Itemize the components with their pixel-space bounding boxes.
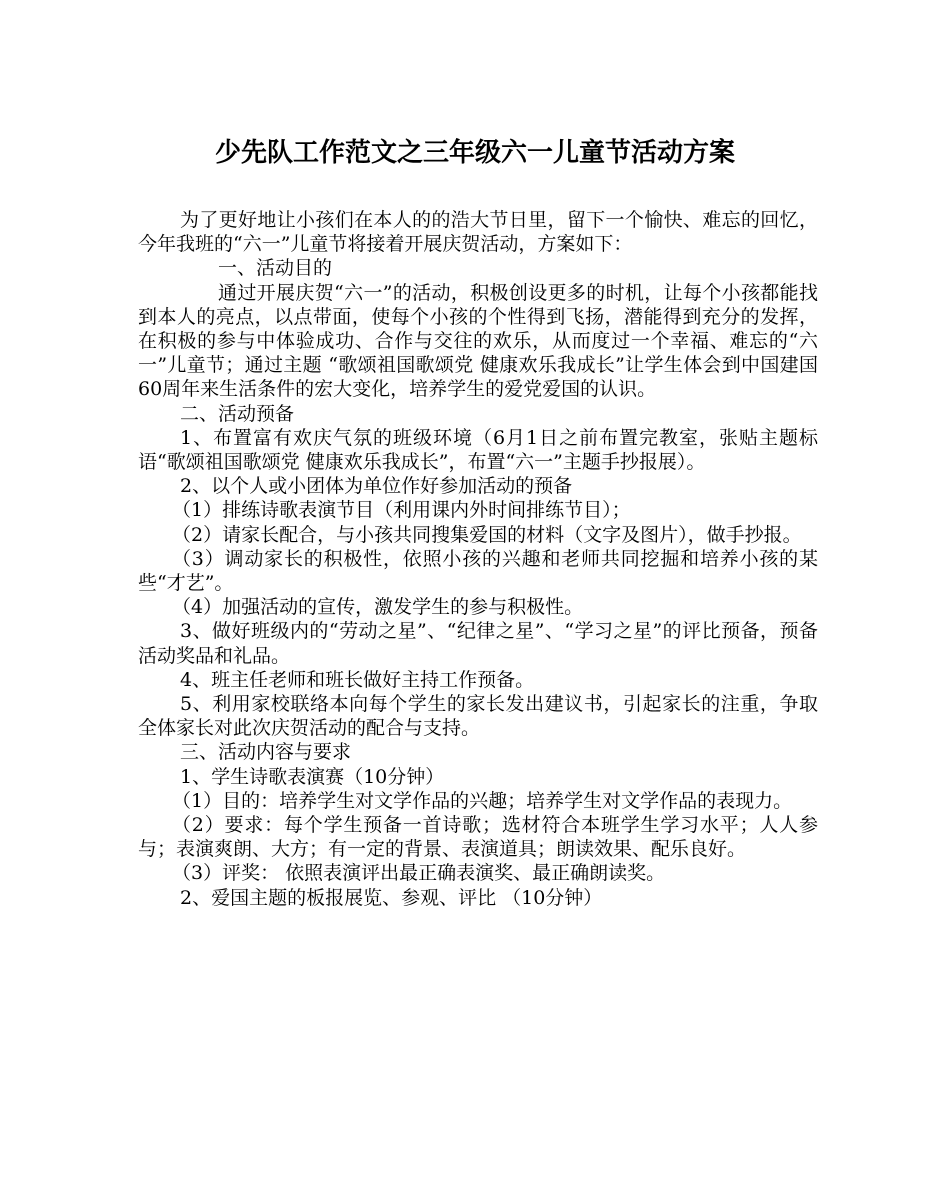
list-item: （1）排练诗歌表演节目（利用课内外时间排练节目）； <box>172 499 631 522</box>
purpose-paragraph: 通过开展庆贺“六一”的活动，积极创设更多的时机，让每个小孩都能找到本人的亮点，以点带面，使每个小孩的个性得到飞扬，潜能得到充分的发挥，在积极的参与中体验成功、合作与交往的欢乐，从而度过一个幸福、难忘的“六一”儿童节；通过主题 “歌颂祖国歌颂党 健康欢乐我成长”让学生体会到中国建国60周年来生活条件的宏大变化，培养学生的爱党爱国的认识。 <box>138 281 818 401</box>
list-item: 2、以个人或小团体为单位作好参加活动的预备 <box>180 475 573 498</box>
list-item: 4、班主任老师和班长做好主持工作预备。 <box>180 668 535 691</box>
intro-paragraph: 为了更好地让小孩们在本人的的浩大节日里，留下一个愉快、难忘的回忆，今年我班的“六一”儿童节将接着开展庆贺活动，方案如下： <box>138 209 818 256</box>
list-item: （4）加强活动的宣传，激发学生的参与积极性。 <box>172 596 584 619</box>
list-item: （3）调动家长的积极性，依照小孩的兴趣和老师共同挖掘和培养小孩的某些“才艺”。 <box>138 547 818 595</box>
list-item: （2）要求：每个学生预备一首诗歌；选材符合本班学生学习水平；人人参与；表演爽朗、大方；有一定的背景、表演道具；朗读效果、配乐良好。 <box>138 814 818 861</box>
document-body <box>138 208 818 910</box>
list-item: 1、学生诗歌表演赛（10分钟） <box>180 765 445 788</box>
list-item: 5、利用家校联络本向每个学生的家长发出建议书，引起家长的注重，争取全体家长对此次庆贺活动的配合与支持。 <box>138 693 818 740</box>
list-item: 2、爱国主题的板报展览、参观、评比 （10分钟） <box>180 886 603 909</box>
section-heading-preparation: 二、活动预备 <box>180 402 295 425</box>
list-item: 1、布置富有欢庆气氛的班级环境（6月1日之前布置完教室，张贴主题标语“歌颂祖国歌颂党 健康欢乐我成长”，布置“六一”主题手抄报展）。 <box>138 426 818 474</box>
list-item: （3）评奖： 依照表演评出最正确表演奖、最正确朗读奖。 <box>172 862 666 885</box>
list-item: （1）目的：培养学生对文学作品的兴趣；培养学生对文学作品的表现力。 <box>172 789 793 812</box>
document-title: 少先队工作范文之三年级六一儿童节活动方案 <box>214 138 735 168</box>
section-heading-content: 三、活动内容与要求 <box>180 741 352 764</box>
list-item: 3、做好班级内的“劳动之星”、“纪律之星”、“学习之星”的评比预备，预备活动奖品和礼品。 <box>138 620 818 667</box>
section-heading-purpose: 一、活动目的 <box>218 257 333 280</box>
list-item: （2）请家长配合，与小孩共同搜集爱国的材料（文字及图片），做手抄报。 <box>172 523 802 546</box>
